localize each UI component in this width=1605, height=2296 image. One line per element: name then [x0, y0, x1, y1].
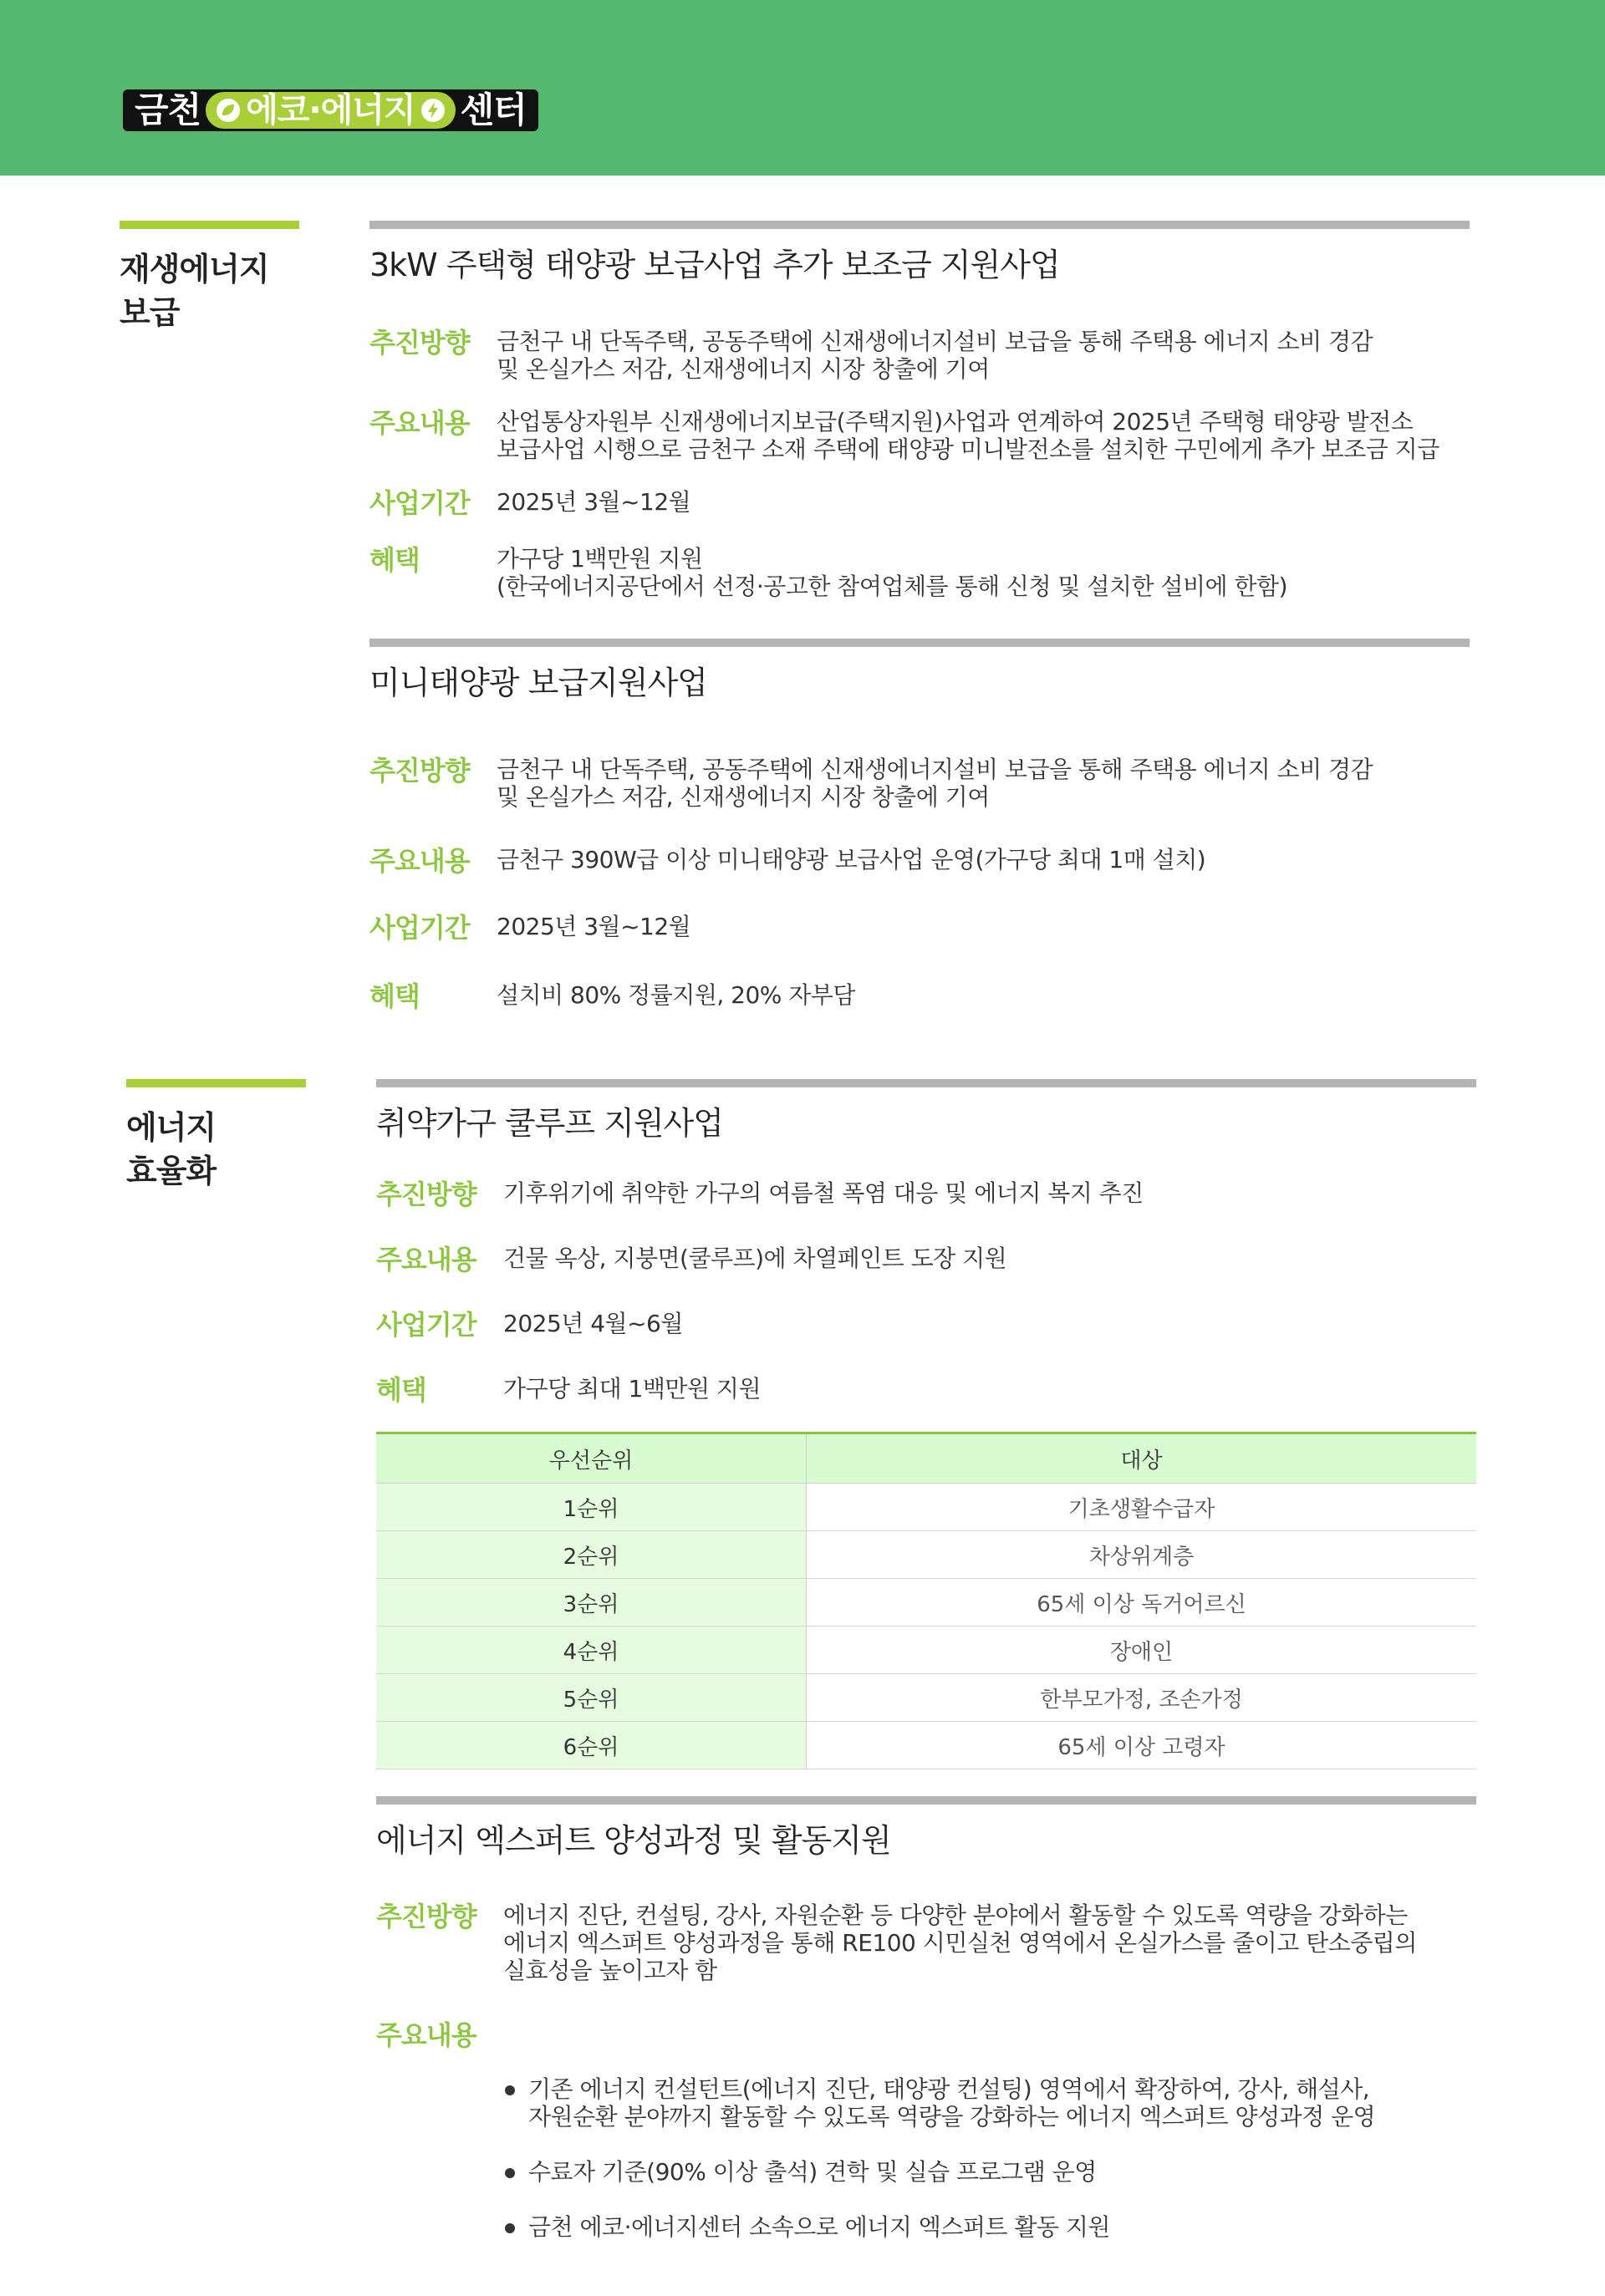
category-accent-bar: [120, 221, 299, 229]
lightning-icon: [420, 98, 446, 123]
program-divider: [369, 639, 1470, 647]
category-title: 재생에너지 보급: [120, 251, 269, 331]
row-text: 가구당 최대 1백만원 지원: [503, 1375, 761, 1403]
row-label: 주요내용: [376, 1244, 476, 1275]
row-text: 에너지 진단, 컨설팅, 강사, 자원순환 등 다양한 분야에서 활동할 수 있도록 역량을 강화하는 에너지 엑스퍼트 양성과정을 통해 RE100 시민실천 영역에서 온실가스를 줄이고 탄소중립의 실효성을 높이고자 함: [503, 1901, 1417, 1984]
table-row: [376, 1579, 1476, 1627]
target-cell: 차상위계층: [807, 1531, 1477, 1579]
program-mini-solar: [369, 639, 1470, 1031]
bullet-list: [503, 2048, 1375, 2268]
logo-text-geumcheon: 금천: [135, 89, 201, 130]
row-text: 가구당 1백만원 지원 (한국에너지공단에서 선정·공고한 참여업체를 통해 신청 및 설치한 설비에 한함): [497, 545, 1287, 600]
target-cell: 65세 이상 독거어르신: [807, 1579, 1477, 1627]
row-label: 주요내용: [376, 2019, 476, 2051]
row-benefit: [369, 980, 855, 1013]
target-cell: 기초생활수급자: [807, 1484, 1477, 1531]
target-cell: 한부모가정, 조손가정: [807, 1674, 1477, 1722]
program-title: 취약가구 쿨루프 지원사업: [376, 1105, 723, 1142]
table-row: [376, 1627, 1476, 1674]
row-text: 2025년 3월~12월: [497, 488, 691, 516]
row-content: [369, 406, 1439, 463]
row-period: [376, 1308, 683, 1341]
row-period: [369, 911, 690, 944]
target-cell: 장애인: [807, 1627, 1477, 1674]
table-row: [376, 1722, 1476, 1769]
priority-table: [376, 1432, 1476, 1769]
program-cool-roof: [376, 1079, 1476, 1773]
program-title: 에너지 엑스퍼트 양성과정 및 활동지원: [376, 1822, 891, 1859]
row-text: 기후위기에 취약한 가구의 여름철 폭염 대응 및 에너지 복지 추진: [503, 1179, 1144, 1207]
column-header-priority: 우선순위: [376, 1433, 807, 1484]
row-benefit: [376, 1373, 761, 1407]
row-text: 2025년 4월~6월: [503, 1310, 683, 1337]
row-text: 산업통상자원부 신재생에너지보급(주택지원)사업과 연계하여 2025년 주택형 태양광 발전소 보급사업 시행으로 금천구 소재 주택에 태양광 미니발전소를 설치한 구민에게 추가 보조금 지급: [497, 408, 1439, 463]
program-solar-subsidy: [369, 221, 1470, 647]
row-direction: [376, 1178, 1144, 1211]
row-label: 추진방향: [376, 1901, 476, 1932]
row-label: 주요내용: [369, 845, 470, 877]
row-content: [376, 2019, 1375, 2296]
row-text: 설치비 80% 정률지원, 20% 자부담: [497, 981, 855, 1009]
table-row: [376, 1531, 1476, 1579]
row-text-bullets: [503, 2019, 1375, 2296]
page-header: [0, 0, 1605, 176]
row-label: 사업기간: [369, 487, 470, 519]
row-benefit: [369, 543, 1287, 600]
priority-cell: 1순위: [376, 1484, 807, 1531]
program-title: 미니태양광 보급지원사업: [369, 664, 707, 701]
program-title: 3kW 주택형 태양광 보급사업 추가 보조금 지원사업: [369, 247, 1060, 283]
logo-text-center: 센터: [460, 89, 527, 130]
row-label: 사업기간: [369, 912, 470, 944]
table-row: [376, 1484, 1476, 1531]
row-direction: [369, 754, 1373, 811]
category-title: 에너지 효율화: [126, 1109, 217, 1189]
row-label: 혜택: [369, 544, 420, 576]
list-item: 금천 에코·에너지센터 소속으로 에너지 엑스퍼트 활동 지원: [503, 2213, 1375, 2241]
table-header-row: [376, 1433, 1476, 1484]
column-header-target: 대상: [807, 1433, 1477, 1484]
priority-cell: 4순위: [376, 1627, 807, 1674]
row-label: 추진방향: [376, 1179, 476, 1210]
priority-cell: 5순위: [376, 1674, 807, 1722]
row-content: [369, 844, 1205, 878]
row-direction: [376, 1900, 1417, 1984]
table-row: [376, 1674, 1476, 1722]
priority-cell: 6순위: [376, 1722, 807, 1769]
row-text: 2025년 3월~12월: [497, 913, 691, 940]
program-divider: [376, 1079, 1476, 1087]
target-cell: 65세 이상 고령자: [807, 1722, 1477, 1769]
row-label: 혜택: [369, 980, 420, 1012]
row-label: 추진방향: [369, 755, 470, 787]
center-logo: [123, 89, 538, 131]
row-text: 금천구 내 단독주택, 공동주택에 신재생에너지설비 보급을 통해 주택용 에너지 소비 경감 및 온실가스 저감, 신재생에너지 시장 창출에 기여: [497, 756, 1373, 811]
row-direction: [369, 326, 1373, 383]
row-text: 금천구 내 단독주택, 공동주택에 신재생에너지설비 보급을 통해 주택용 에너지 소비 경감 및 온실가스 저감, 신재생에너지 시장 창출에 기여: [497, 328, 1373, 383]
list-item: 기존 에너지 컨설턴트(에너지 진단, 태양광 컨설팅) 영역에서 확장하여, 강사, 해설사, 자원순환 분야까지 활동할 수 있도록 역량을 강화하는 에너지 엑스퍼트 양성과정 운영: [503, 2075, 1375, 2131]
row-text: 건물 옥상, 지붕면(쿨루프)에 차열페인트 도장 지원: [503, 1245, 1007, 1272]
logo-text-eco-energy: 에코·에너지: [246, 91, 415, 130]
row-period: [369, 486, 690, 520]
row-label: 사업기간: [376, 1309, 476, 1341]
category-renewable-energy: [120, 221, 299, 334]
priority-cell: 3순위: [376, 1579, 807, 1627]
row-label: 추진방향: [369, 327, 470, 359]
row-content: [376, 1243, 1006, 1276]
list-item: 수료자 기준(90% 이상 출석) 견학 및 실습 프로그램 운영: [503, 2158, 1375, 2186]
program-divider: [369, 221, 1470, 229]
row-label: 주요내용: [369, 407, 470, 439]
row-text: 금천구 390W급 이상 미니태양광 보급사업 운영(가구당 최대 1매 설치): [497, 846, 1206, 873]
leaf-icon: [216, 98, 241, 123]
program-energy-expert: [376, 1796, 1476, 2241]
category-accent-bar: [126, 1079, 306, 1087]
row-label: 혜택: [376, 1374, 426, 1406]
logo-pill: [206, 92, 455, 129]
program-divider: [376, 1796, 1476, 1805]
category-energy-efficiency: [126, 1079, 306, 1193]
priority-cell: 2순위: [376, 1531, 807, 1579]
